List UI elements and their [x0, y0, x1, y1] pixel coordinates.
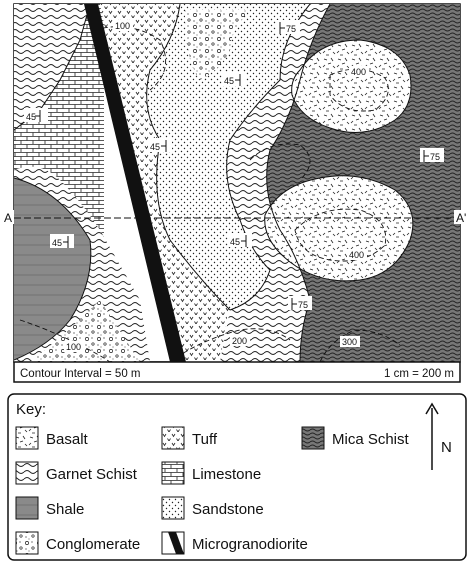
mica-schist-swatch	[302, 427, 324, 449]
section-label-a: A	[4, 211, 13, 225]
geologic-map	[2, 4, 472, 382]
dip-label: 45	[224, 76, 235, 86]
contour-interval-text: Contour Interval = 50 m	[20, 368, 141, 380]
contour-label: 300	[342, 337, 358, 347]
scale-text: 1 cm = 200 m	[384, 368, 454, 380]
legend-label-mica-schist: Mica Schist	[332, 431, 409, 448]
north-label: N	[441, 439, 452, 456]
garnet-schist-swatch	[16, 462, 38, 484]
contour-label: 400	[349, 250, 365, 260]
dip-label: 75	[298, 300, 309, 310]
legend-label-basalt: Basalt	[46, 431, 88, 448]
conglomerate-swatch	[16, 532, 38, 554]
tuff-swatch	[162, 427, 184, 449]
dip-label: 75	[286, 24, 297, 34]
shale-swatch	[16, 497, 38, 519]
sandstone-swatch	[162, 497, 184, 519]
microgranodiorite-swatch	[162, 532, 184, 554]
basalt-swatch	[16, 427, 38, 449]
contour-label: 100	[66, 342, 82, 352]
legend-label-sandstone: Sandstone	[192, 501, 264, 518]
legend-box	[8, 394, 466, 560]
contour-label: 100	[115, 21, 131, 31]
legend-label-microgranodiorite: Microgranodiorite	[192, 536, 308, 553]
legend-label-shale: Shale	[46, 501, 85, 518]
dip-label: 45	[150, 142, 161, 152]
dip-label: 45	[26, 112, 37, 122]
dip-label: 45	[52, 238, 63, 248]
contour-label: 200	[232, 336, 248, 346]
legend-title: Key:	[16, 401, 47, 418]
dip-label: 45	[230, 237, 241, 247]
limestone-swatch	[162, 462, 184, 484]
section-label-a-prime: A'	[456, 211, 467, 225]
legend-label-tuff: Tuff	[192, 431, 218, 448]
legend-label-limestone: Limestone	[192, 466, 262, 483]
legend-label-conglomerate: Conglomerate	[46, 536, 141, 553]
legend-label-garnet-schist: Garnet Schist	[46, 466, 137, 483]
dip-label: 75	[430, 152, 441, 162]
contour-label: 400	[351, 67, 367, 77]
